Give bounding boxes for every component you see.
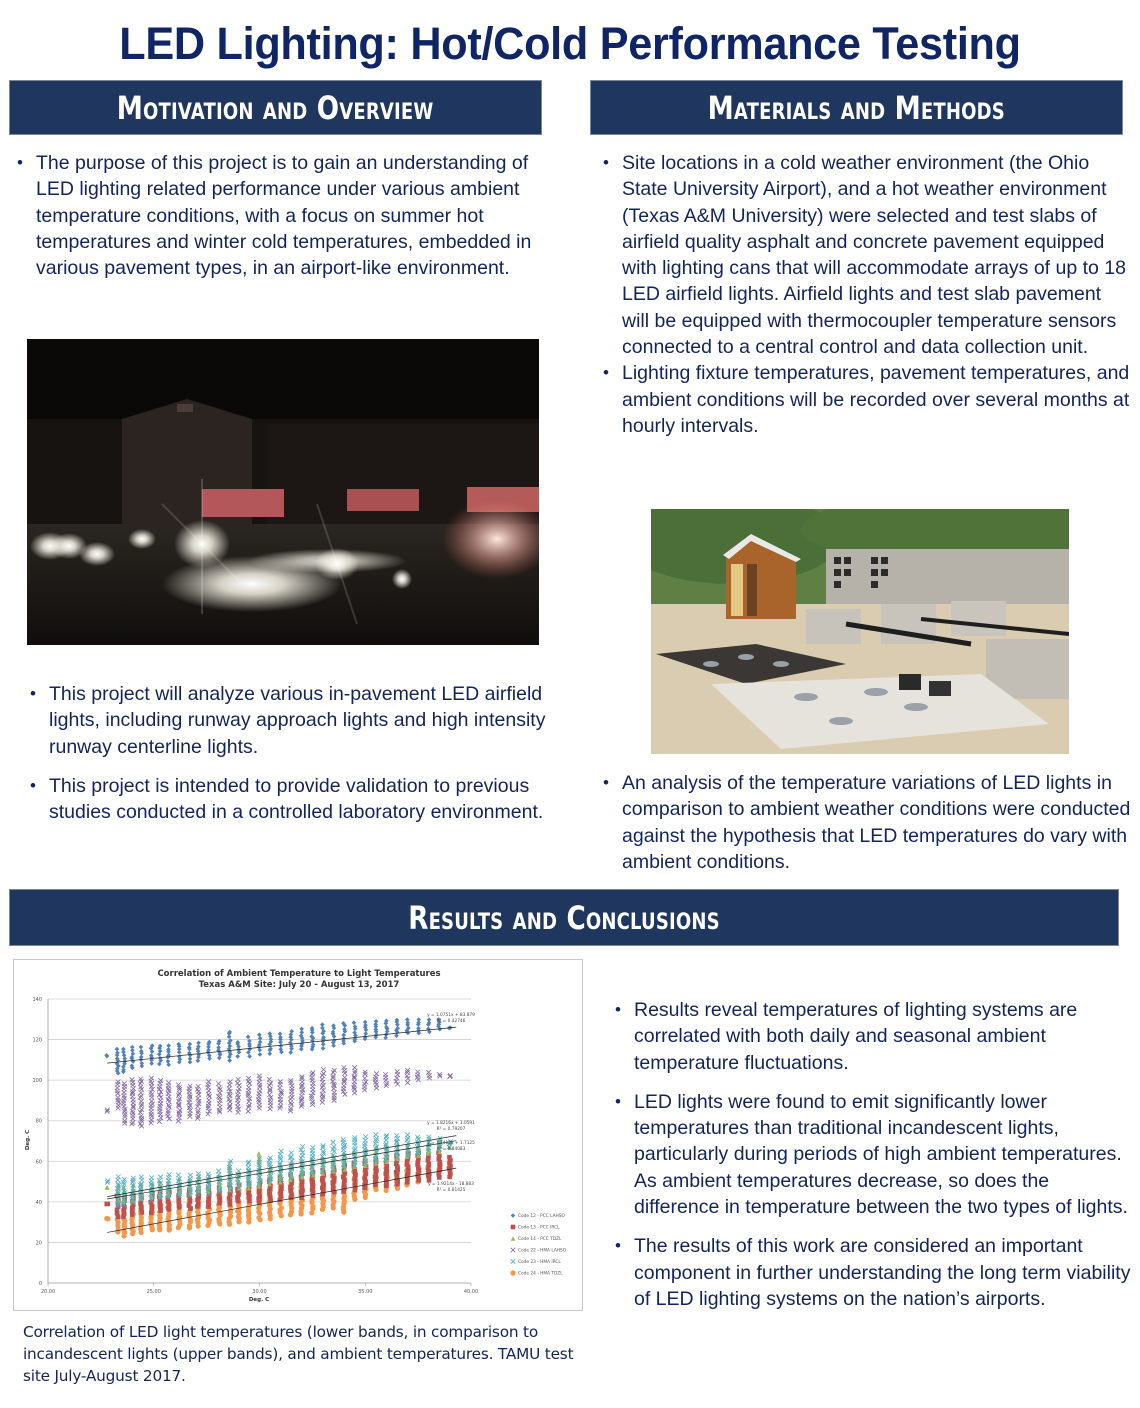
- y-tick-label: 60: [35, 1159, 42, 1166]
- data-point: [139, 1045, 144, 1050]
- trendline-equation: y = 1.0751x + 83.879: [427, 1013, 475, 1018]
- data-point: [227, 1058, 232, 1063]
- legend-entry: Code 12 - PCC LAHSO: [518, 1214, 565, 1219]
- data-point: [363, 1031, 368, 1036]
- data-point: [166, 1111, 171, 1116]
- data-point: [374, 1071, 379, 1076]
- data-point: [373, 1132, 378, 1137]
- data-point: [217, 1056, 222, 1061]
- trendline-r2: R² = 0.42746: [436, 1019, 466, 1024]
- legend-entry: Code 13 - PCC IRCL: [518, 1225, 560, 1231]
- bullet-item: • Results reveal temperatures of lighting systems are correlated with both daily and seasonal ambient temperature fluctuations.: [613, 997, 1133, 1076]
- data-point: [279, 1149, 284, 1154]
- data-point: [123, 1114, 128, 1119]
- data-point: [278, 1032, 283, 1037]
- data-point: [258, 1052, 263, 1057]
- results-bullets: [613, 997, 1133, 1325]
- data-point: [427, 1017, 432, 1022]
- y-tick-label: 20: [35, 1240, 42, 1247]
- motivation-bullets-bottom: [28, 681, 568, 838]
- data-point: [341, 1033, 346, 1038]
- data-point: [341, 1137, 346, 1142]
- data-point: [289, 1029, 294, 1034]
- bullet-item: • This project is intended to provide validation to previous studies conducted in a controlled laboratory environment.: [28, 773, 568, 826]
- data-point: [511, 1225, 516, 1230]
- data-point: [216, 1094, 221, 1099]
- data-point: [310, 1100, 315, 1105]
- data-point: [176, 1173, 181, 1178]
- data-point: [426, 1167, 431, 1172]
- y-axis-label: Deg. C: [25, 1129, 31, 1151]
- data-point: [166, 1043, 171, 1048]
- data-point: [206, 1198, 211, 1203]
- night-test-site-photo: [27, 339, 539, 645]
- data-point: [510, 1270, 515, 1275]
- data-point: [167, 1172, 172, 1177]
- series-code-12-pcc-lahso: [104, 1017, 452, 1075]
- data-point: [140, 1061, 145, 1066]
- data-point: [149, 1175, 154, 1180]
- chart-title: Correlation of Ambient Temperature to Light Temperatures: [157, 969, 441, 979]
- trendline-equation: y = 1.9214x - 18.883: [428, 1182, 474, 1187]
- data-point: [278, 1152, 283, 1157]
- data-point: [206, 1083, 211, 1088]
- data-point: [139, 1055, 144, 1060]
- y-tick-label: 0: [38, 1281, 42, 1287]
- poster-title: LED Lighting: Hot/Cold Performance Testing: [119, 18, 1021, 69]
- legend-entry: Code 24 - HMA TDZL: [518, 1271, 563, 1277]
- section-heading: Motivation and Overview: [117, 88, 434, 127]
- chart-svg: [14, 960, 584, 1312]
- data-point: [321, 1071, 326, 1076]
- bullet-item: • Lighting fixture temperatures, pavement temperatures, and ambient conditions will be recorded over several months at hourly intervals.: [601, 360, 1131, 439]
- data-point: [188, 1114, 193, 1119]
- legend-entry: Code 23 - HMA IRCL: [518, 1260, 561, 1265]
- data-point: [310, 1072, 315, 1077]
- data-point: [116, 1174, 121, 1179]
- data-point: [122, 1053, 127, 1058]
- data-point: [159, 1115, 164, 1120]
- data-point: [121, 1047, 126, 1052]
- data-point: [158, 1175, 163, 1180]
- data-point: [158, 1098, 163, 1103]
- legend-entry: Code 14 - PCC TDZL: [518, 1237, 562, 1242]
- chart-caption: Correlation of LED light temperatures (lower bands, in comparison to incandescent lights (upper bands), and ambient temperatures. TAMU test site July-August 2017.: [23, 1323, 574, 1385]
- data-point: [288, 1050, 293, 1055]
- series-code-22-hma-lahso: [105, 1065, 453, 1128]
- data-point: [116, 1095, 121, 1100]
- data-point: [258, 1089, 263, 1094]
- data-point: [299, 1027, 304, 1032]
- data-point: [257, 1074, 262, 1079]
- data-point: [352, 1020, 357, 1025]
- data-point: [289, 1151, 294, 1156]
- data-point: [246, 1109, 251, 1114]
- data-point: [149, 1204, 154, 1209]
- data-point: [279, 1044, 284, 1049]
- methods-bullets-bottom: [601, 770, 1136, 875]
- data-point: [427, 1076, 432, 1081]
- x-tick-label: 30.00: [252, 1289, 267, 1295]
- data-point: [246, 1035, 251, 1040]
- data-point: [121, 1101, 126, 1106]
- x-axis-label: Deg. C: [248, 1297, 270, 1303]
- data-point: [166, 1081, 171, 1086]
- data-point: [394, 1033, 399, 1038]
- data-point: [206, 1088, 211, 1093]
- data-point: [353, 1188, 358, 1193]
- chart-subtitle: Texas A&M Site: July 20 - August 13, 2017: [198, 980, 400, 990]
- data-point: [139, 1090, 144, 1095]
- data-point: [363, 1135, 368, 1140]
- data-point: [257, 1195, 262, 1200]
- data-point: [157, 1052, 162, 1057]
- data-point: [405, 1080, 410, 1085]
- section-heading: Results and Conclusions: [408, 898, 720, 937]
- data-point: [332, 1096, 337, 1101]
- data-point: [311, 1081, 316, 1086]
- data-point: [332, 1068, 337, 1073]
- data-point: [216, 1045, 221, 1050]
- y-tick-label: 140: [32, 997, 42, 1003]
- data-point: [166, 1059, 171, 1064]
- data-points: [104, 1017, 453, 1238]
- bullet-item: • An analysis of the temperature variations of LED lights in comparison to ambient weather conditions were conducted against the hypothesis that LED temperatures do vary with ambient conditions.: [601, 770, 1136, 875]
- data-point: [257, 1032, 262, 1037]
- temperature-correlation-chart: [13, 959, 583, 1311]
- data-point: [288, 1078, 293, 1083]
- bullet-item: • LED lights were found to emit significantly lower temperatures than traditional incandescent lights, particularly during periods of high ambient temperatures. As ambient temperatures decrease, so does the difference in temperature between the two types of lights.: [613, 1089, 1133, 1220]
- data-point: [196, 1201, 201, 1206]
- data-point: [289, 1102, 294, 1107]
- section-header-results: [9, 889, 1119, 946]
- data-point: [268, 1107, 273, 1112]
- data-point: [321, 1067, 326, 1072]
- data-point: [131, 1098, 136, 1103]
- axes: [32, 997, 478, 1295]
- data-point: [115, 1047, 120, 1052]
- data-point: [416, 1017, 421, 1022]
- data-point: [511, 1213, 516, 1218]
- data-point: [374, 1019, 379, 1024]
- data-point: [149, 1211, 154, 1216]
- legend-entry: Code 22 - HMA LAHSO: [518, 1248, 567, 1254]
- data-point: [188, 1042, 193, 1047]
- data-point: [331, 1140, 336, 1145]
- data-point: [310, 1145, 315, 1150]
- section-heading: Materials and Methods: [707, 88, 1006, 127]
- data-point: [246, 1085, 251, 1090]
- chart-legend: [510, 1213, 566, 1277]
- data-point: [415, 1070, 420, 1075]
- data-point: [104, 1216, 109, 1221]
- data-point: [405, 1180, 410, 1185]
- data-point: [216, 1081, 221, 1086]
- y-tick-label: 80: [35, 1118, 42, 1125]
- day-photo-illustration: [651, 509, 1069, 754]
- data-point: [187, 1203, 192, 1208]
- data-point: [196, 1041, 201, 1046]
- data-point: [256, 1151, 261, 1156]
- data-point: [426, 1070, 431, 1075]
- data-point: [289, 1032, 294, 1037]
- data-point: [352, 1140, 357, 1145]
- x-tick-label: 20.00: [40, 1289, 56, 1295]
- data-point: [511, 1259, 516, 1264]
- data-point: [188, 1173, 193, 1178]
- data-point: [364, 1171, 369, 1176]
- data-point: [363, 1070, 368, 1075]
- data-point: [447, 1155, 452, 1160]
- test-slab-photo: [651, 509, 1069, 754]
- data-point: [363, 1020, 368, 1025]
- data-point: [363, 1072, 368, 1077]
- data-point: [166, 1062, 171, 1067]
- data-point: [394, 1133, 399, 1138]
- data-point: [511, 1236, 516, 1241]
- x-tick-label: 35.00: [358, 1289, 373, 1295]
- data-point: [383, 1072, 388, 1077]
- data-point: [130, 1045, 135, 1050]
- data-point: [258, 1036, 263, 1041]
- data-point: [341, 1145, 346, 1150]
- data-point: [267, 1077, 272, 1082]
- data-point: [149, 1076, 154, 1081]
- bullet-item: • The results of this work are considered an important component in further understanding the long term viability of LED lighting systems on the nation’s airports.: [613, 1233, 1133, 1312]
- data-point: [216, 1169, 221, 1174]
- trendline-r2: R² = 0.79207: [436, 1127, 466, 1132]
- x-tick-label: 25.00: [146, 1289, 161, 1295]
- data-point: [332, 1098, 337, 1103]
- data-point: [268, 1081, 273, 1086]
- trendline-equation: y = 1.8216x + 1.0591: [427, 1121, 475, 1126]
- motivation-bullets-top: [15, 150, 555, 281]
- data-point: [227, 1196, 232, 1201]
- data-point: [405, 1017, 410, 1022]
- data-point: [196, 1171, 201, 1176]
- data-point: [320, 1022, 325, 1027]
- data-point: [309, 1096, 314, 1101]
- data-point: [427, 1073, 432, 1078]
- trendline-r2: R² = 0.81425: [436, 1188, 466, 1193]
- x-tick-label: 40.00: [463, 1289, 479, 1295]
- night-photo-illustration: [27, 339, 539, 645]
- data-point: [342, 1143, 347, 1148]
- data-point: [166, 1109, 171, 1114]
- data-point: [311, 1070, 316, 1075]
- data-point: [342, 1075, 347, 1080]
- data-point: [122, 1081, 127, 1086]
- trendline-equation: y = 1.7412x + 1.7125: [427, 1141, 475, 1146]
- data-point: [321, 1046, 326, 1051]
- data-point: [139, 1175, 144, 1180]
- section-header-methods: [590, 80, 1123, 135]
- data-point: [104, 1202, 109, 1207]
- trendline-r2: R² = 0.84083: [436, 1147, 466, 1152]
- y-tick-label: 120: [32, 1037, 42, 1044]
- data-point: [342, 1065, 347, 1070]
- y-tick-label: 40: [35, 1199, 42, 1206]
- section-header-motivation: [9, 80, 542, 135]
- data-point: [395, 1069, 400, 1074]
- y-tick-label: 100: [32, 1078, 42, 1085]
- data-point: [247, 1054, 252, 1059]
- data-point: [139, 1099, 144, 1104]
- data-point: [235, 1054, 240, 1059]
- data-point: [196, 1058, 201, 1063]
- bullet-item: • The purpose of this project is to gain an understanding of LED lighting related performance under various ambient temperature conditions, with a focus on summer hot temperatures and winter cold temperatures, embedded in various pavement types, in an airport-like environment.: [15, 150, 555, 281]
- data-point: [122, 1121, 127, 1126]
- data-point: [159, 1095, 164, 1100]
- bullet-item: • Site locations in a cold weather environment (the Ohio State University Airport), and a hot weather environment (Texas A&M University) were selected and test slabs of airfield quality asphalt and concrete pavement equipped with lighting cans that will accommodate arrays of up to 18 LED airfield lights. Airfield lights and test slab pavement will be equipped with thermocoupler temperature sensors connected to a central control and data collection unit.: [601, 150, 1131, 360]
- data-point: [236, 1077, 241, 1082]
- data-point: [157, 1119, 162, 1124]
- data-point: [511, 1248, 516, 1253]
- bullet-item: • This project will analyze various in-pavement LED airfield lights, including runway approach lights and high intensity runway centerline lights.: [28, 681, 568, 760]
- data-point: [352, 1065, 357, 1070]
- methods-bullets-top: [601, 150, 1131, 439]
- data-point: [405, 1133, 410, 1138]
